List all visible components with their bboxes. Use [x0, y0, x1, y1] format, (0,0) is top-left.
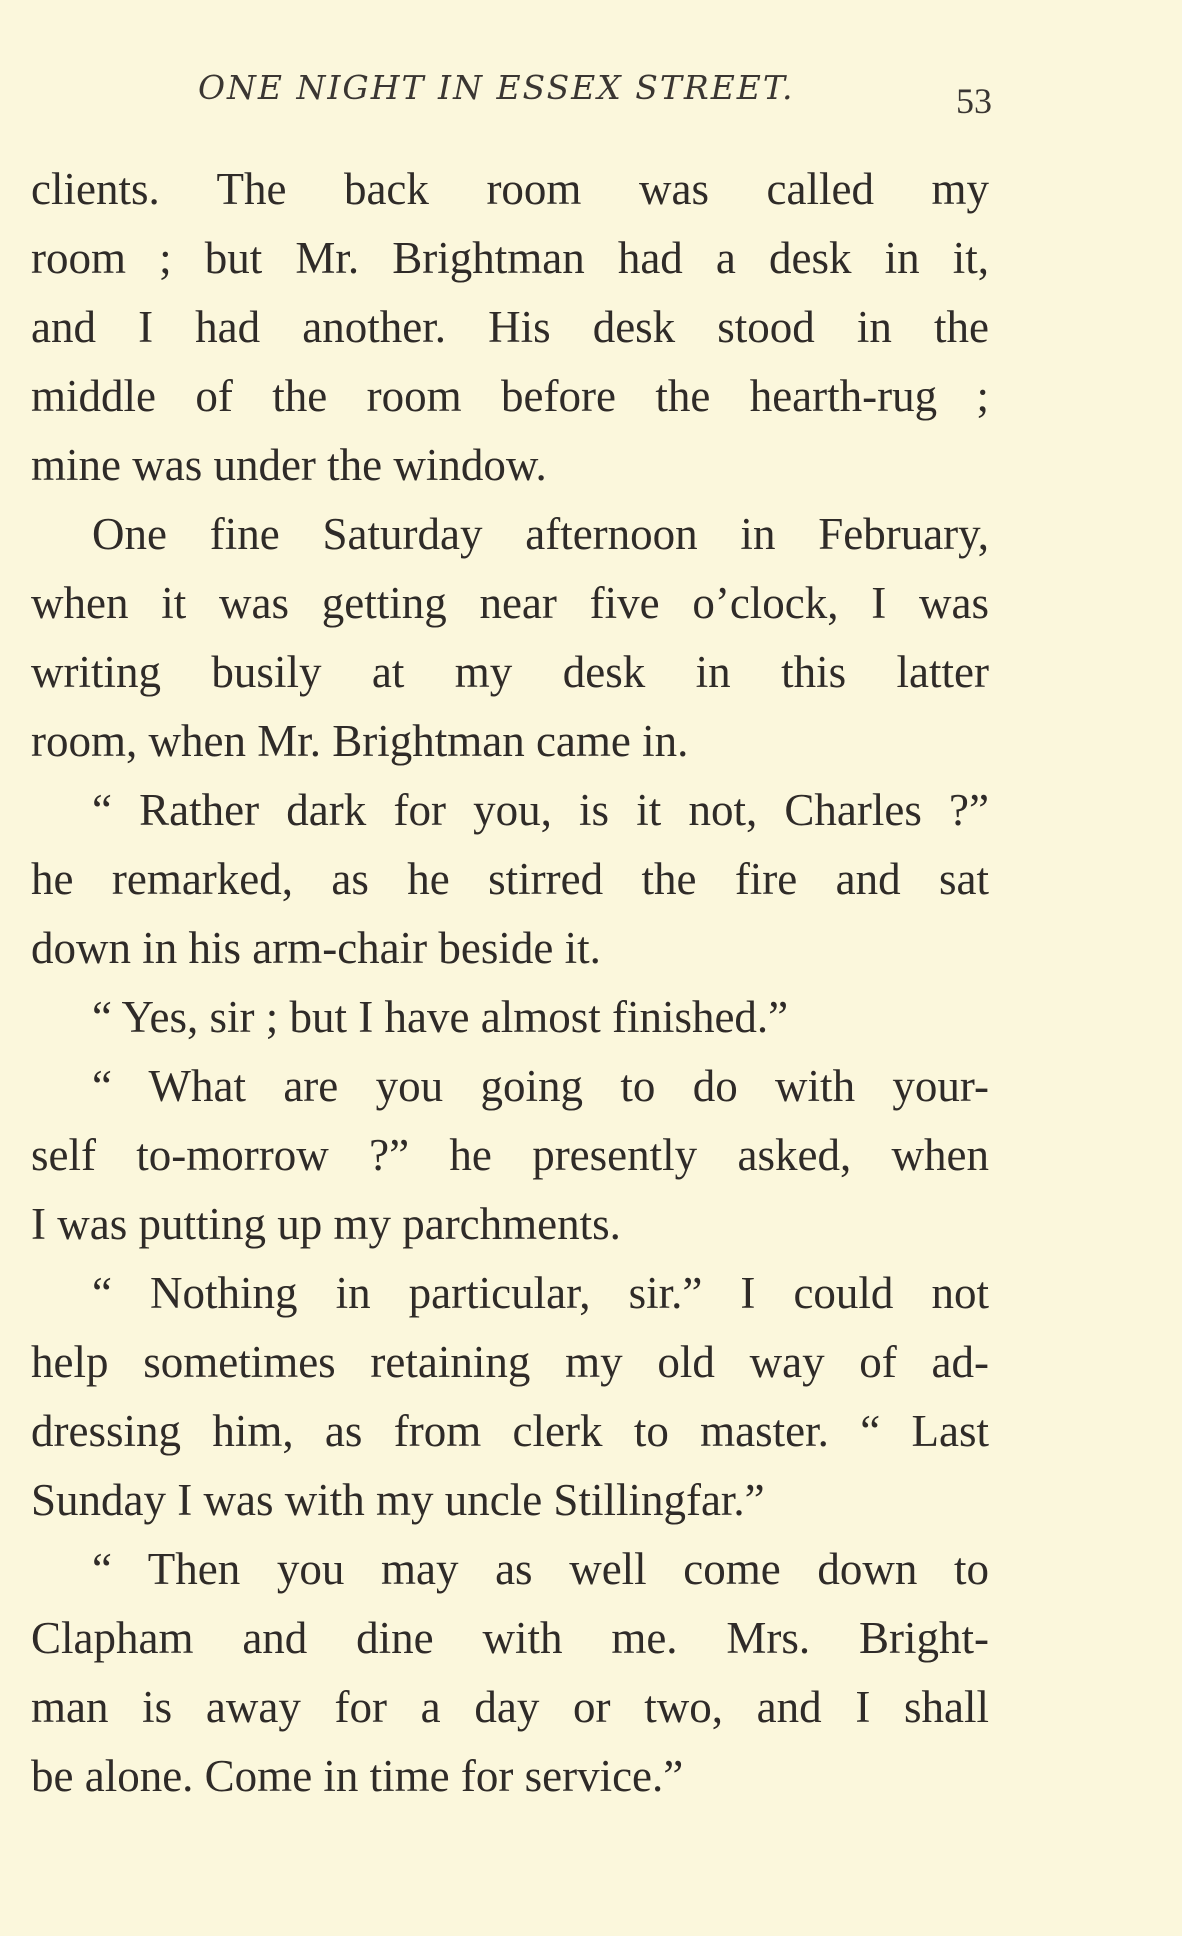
text-line: dressing him, as from clerk to master. “ Last — [31, 1406, 989, 1456]
text-line: mine was under the window. — [31, 440, 547, 490]
text-line: be alone. Come in time for service.” — [31, 1751, 684, 1801]
text-line: I was putting up my parchments. — [31, 1199, 621, 1249]
text-line: help sometimes retaining my old way of ad- — [31, 1337, 989, 1387]
running-head: ONE NIGHT IN ESSEX STREET. — [198, 68, 795, 107]
page-header — [0, 66, 1182, 126]
text-line: One fine Saturday afternoon in February, — [92, 509, 989, 559]
text-line: when it was getting near five o’clock, I was — [31, 578, 989, 628]
text-line: writing busily at my desk in this latter — [31, 647, 989, 697]
text-line: clients. The back room was called my — [31, 164, 989, 214]
text-line: “ What are you going to do with your- — [92, 1061, 989, 1111]
text-line: Clapham and dine with me. Mrs. Bright- — [31, 1613, 989, 1663]
text-line: he remarked, as he stirred the fire and sat — [31, 854, 989, 904]
text-line: “ Yes, sir ; but I have almost finished.” — [92, 992, 789, 1042]
page-number: 53 — [956, 81, 992, 121]
text-line: room, when Mr. Brightman came in. — [31, 716, 689, 766]
text-line: “ Rather dark for you, is it not, Charles ?” — [92, 785, 989, 835]
text-line: man is away for a day or two, and I shall — [31, 1682, 989, 1732]
text-line: down in his arm-chair beside it. — [31, 923, 601, 973]
body-text — [31, 155, 989, 1811]
text-line: Sunday I was with my uncle Stillingfar.” — [31, 1475, 765, 1525]
text-line: “ Then you may as well come down to — [92, 1544, 989, 1594]
text-line: and I had another. His desk stood in the — [31, 302, 989, 352]
text-line: self to-morrow ?” he presently asked, when — [31, 1130, 989, 1180]
text-line: middle of the room before the hearth-rug ; — [31, 371, 989, 421]
text-line: “ Nothing in particular, sir.” I could not — [92, 1268, 989, 1318]
text-line: room ; but Mr. Brightman had a desk in it, — [31, 233, 989, 283]
